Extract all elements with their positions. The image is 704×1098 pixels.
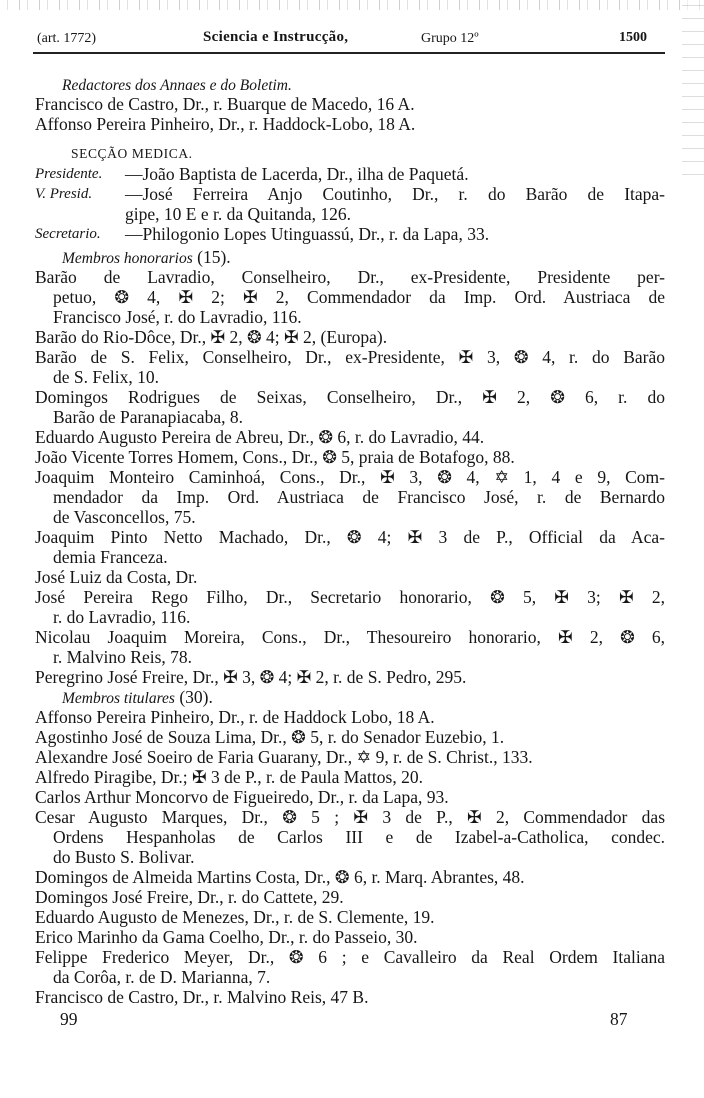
officer-text bbox=[125, 164, 665, 184]
entry-line: r. do Lavradio, 116. bbox=[53, 607, 191, 627]
officer-role: Presidente. bbox=[35, 166, 103, 182]
entry-line: José Luiz da Costa, Dr. bbox=[35, 567, 198, 587]
entry-line: Alfredo Piragibe, Dr.; ✠ 3 de P., r. de Paula Mattos, 20. bbox=[35, 767, 423, 787]
member-entry bbox=[35, 727, 665, 747]
entry-line: Barão de S. Felix, Conselheiro, Dr., ex-Presidente, ✠ 3, ❂ 4, r. do Barão bbox=[35, 347, 665, 367]
member-entry bbox=[35, 427, 665, 447]
entry-line: de S. Felix, 10. bbox=[53, 367, 159, 387]
group-label: Grupo 12º bbox=[421, 31, 479, 46]
officer-entry bbox=[35, 224, 665, 244]
footer-left-number: 99 bbox=[60, 1009, 78, 1029]
scan-noise-top bbox=[0, 0, 704, 10]
entry-line: Peregrino José Freire, Dr., ✠ 3, ❂ 4; ✠ 2, r. de S. Pedro, 295. bbox=[35, 667, 467, 687]
member-entry bbox=[35, 927, 665, 947]
entry-line: Domingos José Freire, Dr., r. do Cattete, 29. bbox=[35, 887, 344, 907]
heading-italic: Membros honorarios bbox=[62, 250, 193, 267]
member-entry bbox=[35, 467, 665, 527]
entry-line: Francisco de Castro, Dr., r. Buarque de Macedo, 16 A. bbox=[35, 94, 415, 114]
entry-line: Barão de Paranapiacaba, 8. bbox=[53, 407, 243, 427]
subsection-heading bbox=[35, 74, 665, 94]
entry-line: Francisco de Castro, Dr., r. Malvino Reis, 47 B. bbox=[35, 987, 369, 1007]
member-entry bbox=[35, 987, 665, 1007]
entry-line: Domingos de Almeida Martins Costa, Dr., ❂ 6, r. Marq. Abrantes, 48. bbox=[35, 867, 525, 887]
entry-line: Eduardo Augusto Pereira de Abreu, Dr., ❂ 6, r. do Lavradio, 44. bbox=[35, 427, 485, 447]
entry-line: r. Malvino Reis, 78. bbox=[53, 647, 193, 667]
section-heading: SECÇÃO MEDICA. bbox=[71, 146, 193, 161]
officer-role: Secretario. bbox=[35, 226, 101, 242]
member-entry bbox=[35, 907, 665, 927]
member-entry bbox=[35, 267, 665, 327]
heading-count: (30). bbox=[174, 687, 213, 707]
article-number: (art. 1772) bbox=[37, 31, 97, 46]
member-entry bbox=[35, 527, 665, 567]
entry-line: Barão do Rio-Dôce, Dr., ✠ 2, ❂ 4; ✠ 2, (Europa). bbox=[35, 327, 388, 347]
footer bbox=[35, 1009, 665, 1029]
entry-line: petuo, ❂ 4, ✠ 2; ✠ 2, Commendador da Imp. Ord. Austriaca de bbox=[53, 287, 665, 307]
entry-line: demia Franceza. bbox=[53, 547, 168, 567]
directory-body bbox=[35, 74, 665, 1029]
entry-line: Affonso Pereira Pinheiro, Dr., r. de Haddock Lobo, 18 A. bbox=[35, 707, 435, 727]
member-entry bbox=[35, 627, 665, 667]
entry-line: José Pereira Rego Filho, Dr., Secretario honorario, ❂ 5, ✠ 3; ✠ 2, bbox=[35, 587, 665, 607]
officer-role: V. Presid. bbox=[35, 186, 93, 202]
member-entry bbox=[35, 347, 665, 387]
member-entry bbox=[35, 747, 665, 767]
entry-line: Erico Marinho da Gama Coelho, Dr., r. do Passeio, 30. bbox=[35, 927, 418, 947]
footer-right-number: 87 bbox=[610, 1009, 628, 1029]
entry-line: —Philogonio Lopes Utinguassú, Dr., r. da Lapa, 33. bbox=[125, 224, 490, 244]
entry-line: da Corôa, r. de D. Marianna, 7. bbox=[53, 967, 271, 987]
member-entry bbox=[35, 867, 665, 887]
member-entry bbox=[35, 807, 665, 867]
heading-count: (15). bbox=[192, 247, 231, 267]
entry-line: Joaquim Monteiro Caminhoá, Cons., Dr., ✠ 3, ❂ 4, ✡ 1, 4 e 9, Com- bbox=[35, 467, 665, 487]
member-entry bbox=[35, 114, 665, 134]
entries bbox=[35, 74, 665, 1007]
entry-line: Francisco José, r. do Lavradio, 116. bbox=[53, 307, 302, 327]
entry-line: Nicolau Joaquim Moreira, Cons., Dr., Thesoureiro honorario, ✠ 2, ❂ 6, bbox=[35, 627, 665, 647]
member-entry bbox=[35, 327, 665, 347]
member-entry bbox=[35, 447, 665, 467]
member-entry bbox=[35, 587, 665, 627]
entry-line: Affonso Pereira Pinheiro, Dr., r. Haddock-Lobo, 18 A. bbox=[35, 114, 416, 134]
member-entry bbox=[35, 947, 665, 987]
subsection-heading bbox=[35, 247, 665, 267]
entry-line: de Vasconcellos, 75. bbox=[53, 507, 196, 527]
heading-italic: Membros titulares bbox=[62, 690, 175, 707]
member-entry bbox=[35, 667, 665, 687]
entry-line: Agostinho José de Souza Lima, Dr., ❂ 5, r. do Senador Euzebio, 1. bbox=[35, 727, 505, 747]
officer-entry bbox=[35, 184, 665, 224]
officer-entry bbox=[35, 164, 665, 184]
entry-line: do Busto S. Bolivar. bbox=[53, 847, 195, 867]
scan-noise-edge bbox=[682, 0, 704, 180]
running-header bbox=[35, 27, 665, 49]
member-entry bbox=[35, 787, 665, 807]
member-entry bbox=[35, 887, 665, 907]
entry-line: Ordens Hespanholas de Carlos III e de Izabel-a-Catholica, condec. bbox=[53, 827, 665, 847]
member-entry bbox=[35, 767, 665, 787]
entry-line: Cesar Augusto Marques, Dr., ❂ 5 ; ✠ 3 de P., ✠ 2, Commendador das bbox=[35, 807, 665, 827]
member-entry bbox=[35, 707, 665, 727]
entry-line: mendador da Imp. Ord. Austriaca de Francisco José, r. de Bernardo bbox=[53, 487, 665, 507]
entry-line: —José Ferreira Anjo Coutinho, Dr., r. do Barão de Itapa- bbox=[125, 184, 665, 204]
officer-text bbox=[125, 184, 665, 224]
officer-text bbox=[125, 224, 665, 244]
entry-line: Felippe Frederico Meyer, Dr., ❂ 6 ; e Cavalleiro da Real Ordem Italiana bbox=[35, 947, 665, 967]
subsection-heading bbox=[35, 687, 665, 707]
entry-line: João Vicente Torres Homem, Cons., Dr., ❂ 5, praia de Botafogo, 88. bbox=[35, 447, 515, 467]
entry-line: Eduardo Augusto de Menezes, Dr., r. de S. Clemente, 19. bbox=[35, 907, 435, 927]
entry-line: Alexandre José Soeiro de Faria Guarany, Dr., ✡ 9, r. de S. Christ., 133. bbox=[35, 747, 533, 767]
entry-line: Carlos Arthur Moncorvo de Figueiredo, Dr., r. da Lapa, 93. bbox=[35, 787, 449, 807]
entry-line: gipe, 10 E e r. da Quitanda, 126. bbox=[125, 204, 351, 224]
member-entry bbox=[35, 567, 665, 587]
entry-line: Domingos Rodrigues de Seixas, Conselheiro, Dr., ✠ 2, ❂ 6, r. do bbox=[35, 387, 665, 407]
page-number: 1500 bbox=[619, 30, 647, 45]
member-entry bbox=[35, 387, 665, 427]
section-title: Sciencia e Instrucção, bbox=[203, 29, 349, 45]
member-entry bbox=[35, 94, 665, 114]
heading-italic: Redactores dos Annaes e do Boletim. bbox=[62, 77, 292, 94]
entry-line: Barão de Lavradio, Conselheiro, Dr., ex-Presidente, Presidente per- bbox=[35, 267, 665, 287]
header-rule bbox=[33, 52, 665, 54]
entry-line: —João Baptista de Lacerda, Dr., ilha de Paquetá. bbox=[125, 164, 469, 184]
entry-line: Joaquim Pinto Netto Machado, Dr., ❂ 4; ✠ 3 de P., Official da Aca- bbox=[35, 527, 665, 547]
